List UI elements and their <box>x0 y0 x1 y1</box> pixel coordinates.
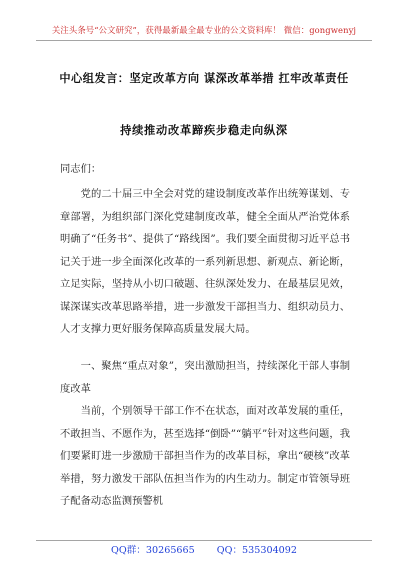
footer-qq-group: QQ群：30265665 <box>110 545 195 556</box>
paragraph-intro <box>60 183 350 341</box>
footer-qq: QQ：535304092 <box>216 545 297 556</box>
salutation: 同志们： <box>60 163 102 175</box>
paragraph-text: 党的二十届三中全会对党的建设制度改革作出统筹谋划、专章部署，为组织部门深化党建制度改革，健全全面从严治党体系明确了“任务书”、提供了“路线图”。我们要全面贯彻习近平总书记关于进一步全面深化改革的一系列新思想、新观点、新论断，立足实际，坚持从小切口破题、往纵深处发力、在最基层见效，谋深谋实改革思路举措，进一步激发干部担当力、组织动员力、人才支撑力更好服务保障高质量发展大局。 <box>60 188 350 335</box>
footer-contact <box>0 542 408 556</box>
paragraph-section-1 <box>60 400 350 513</box>
header-divider <box>36 40 372 41</box>
header-banner: 关注头条号“公文研究”，获得最新最全最专业的公文资料库！ 微信：gongwenyj <box>51 25 357 35</box>
paragraph-text: 当前，个别领导干部工作不在状态，面对改革发展的重任，不敢担当、不愿作为，甚至选择“倒卧”“躺平”针对这些问题，我们要紧盯进一步激励干部担当作为的改革目标，拿出“硬核”改革举措，努力激发干部队伍担当作为的内生动力。制定市管领导班子配备动态监测预警机 <box>60 405 350 507</box>
section-heading-text: 一、聚焦“重点对象”，突出激励担当，持续深化干部人事制度改革 <box>60 360 350 395</box>
section-heading <box>60 355 350 400</box>
document-title: 中心组发言：坚定改革方向 谋深改革举措 扛牢改革责任 <box>59 71 349 85</box>
footer-divider <box>36 540 372 541</box>
document-subtitle: 持续推动改革蹄疾步稳走向纵深 <box>120 123 288 137</box>
